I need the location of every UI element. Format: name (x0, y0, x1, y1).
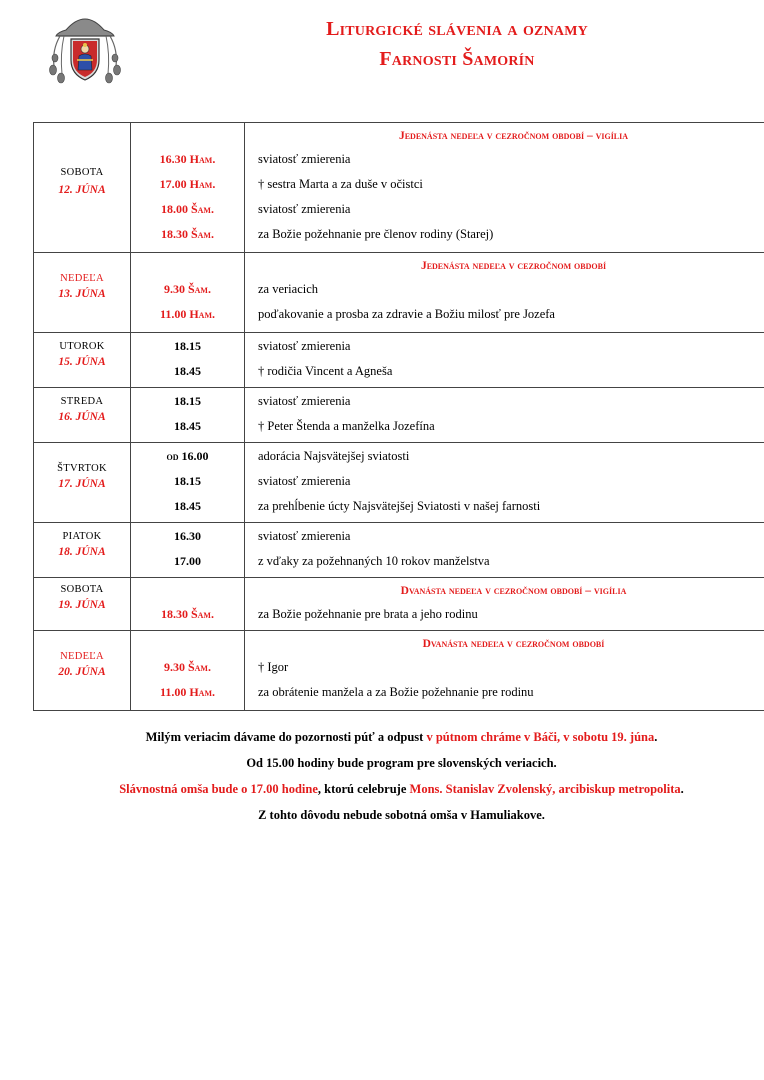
time-entry: 17.00 (174, 554, 201, 568)
times-cell (131, 123, 245, 253)
announcement-text: . (654, 730, 658, 744)
day-date: 17. JÚNA (58, 478, 106, 490)
day-date: 18. JÚNA (58, 546, 106, 558)
day-date: 20. JÚNA (58, 666, 106, 678)
times-cell (131, 333, 245, 388)
intention-cell (245, 523, 764, 578)
time-entry: od 16.00 (166, 449, 209, 463)
time-entry: 18.30 Šam. (160, 607, 214, 621)
intention-cell (245, 631, 764, 711)
announcement-highlight: Slávnostná omša bude o 17.00 hodine (119, 782, 318, 796)
intention-text: † rodičia Vincent a Agneša (258, 364, 393, 378)
day-name: UTOROK (59, 341, 105, 352)
intention-text: z vďaky za požehnaných 10 rokov manželstva (258, 554, 490, 568)
announcement-cancellation: Z tohto dôvodu nebude sobotná omša v Hamuliakove. (258, 808, 545, 822)
intention-text: † Igor (258, 660, 289, 674)
liturgical-day-heading: Dvanásta nedeľa v cezročnom období – vigília (400, 585, 627, 597)
time-entry: 16.30 Ham. (159, 152, 216, 166)
announcement-text: . (680, 782, 684, 796)
intention-cell (245, 333, 764, 388)
time-entry: 11.00 Ham. (160, 307, 215, 321)
time-entry: 18.15 (174, 339, 201, 353)
time-entry: 18.15 (174, 474, 201, 488)
day-name: SOBOTA (60, 584, 104, 595)
announcement-program: Od 15.00 hodiny bude program pre slovenských veriacich. (246, 756, 557, 770)
intention-cell (245, 443, 764, 523)
time-entry: 18.45 (174, 419, 201, 433)
intention-text: poďakovanie a prosba za zdravie a Božiu milosť pre Jozefa (258, 307, 555, 321)
intention-text: za obrátenie manžela a za Božie požehnanie pre rodinu (258, 685, 534, 699)
liturgical-day-heading: Jedenásta nedeľa v cezročnom období – vigília (398, 130, 629, 142)
time-entry: 18.00 Šam. (160, 202, 214, 216)
day-cell (34, 123, 131, 253)
intention-text: sviatosť zmierenia (258, 529, 351, 543)
time-entry: 16.30 (174, 529, 201, 543)
intention-text: † Peter Štenda a manželka Jozefína (258, 419, 435, 433)
day-cell (34, 388, 131, 443)
times-cell (131, 631, 245, 711)
times-cell (131, 443, 245, 523)
table-row (34, 333, 764, 388)
day-cell (34, 443, 131, 523)
table-row (34, 123, 764, 253)
time-entry: 18.45 (174, 499, 201, 513)
intention-text: adorácia Najsvätejšej sviatosti (258, 449, 410, 463)
intention-text: sviatosť zmierenia (258, 394, 351, 408)
times-cell (131, 578, 245, 631)
day-cell (34, 578, 131, 631)
times-cell (131, 388, 245, 443)
times-cell (131, 523, 245, 578)
day-name: STREDA (60, 396, 104, 407)
time-entry: 11.00 Ham. (160, 685, 215, 699)
day-cell (34, 631, 131, 711)
intention-text: sviatosť zmierenia (258, 152, 351, 166)
time-entry: 18.30 Šam. (160, 227, 214, 241)
intention-text: sviatosť zmierenia (258, 202, 351, 216)
intention-text: za Božie požehnanie pre členov rodiny (Starej) (258, 227, 494, 241)
intention-text: za prehĺbenie úcty Najsvätejšej Sviatosti v našej farnosti (258, 499, 541, 513)
table-row (34, 253, 764, 333)
mass-schedule-table (33, 122, 764, 711)
announcement-highlight: Mons. Stanislav Zvolenský, arcibiskup metropolita (409, 782, 681, 796)
parish-crest-logo (44, 10, 126, 86)
day-name: NEDEĽA (60, 273, 104, 284)
announcement-mass (33, 776, 764, 802)
table-row (34, 388, 764, 443)
time-entry: 17.00 Ham. (159, 177, 216, 191)
day-name: ŠTVRTOK (57, 463, 107, 474)
time-entry: 18.45 (174, 364, 201, 378)
announcements (33, 724, 764, 828)
table-row (34, 523, 764, 578)
day-date: 13. JÚNA (58, 288, 106, 300)
intention-cell (245, 578, 764, 631)
day-name: NEDEĽA (60, 651, 104, 662)
intention-cell (245, 253, 764, 333)
day-date: 15. JÚNA (58, 356, 106, 368)
day-name: SOBOTA (60, 167, 104, 178)
day-cell (34, 253, 131, 333)
day-cell (34, 333, 131, 388)
announcement-text: , ktorú celebruje (317, 782, 410, 796)
intention-text: † sestra Marta a za duše v očistci (258, 177, 423, 191)
day-date: 19. JÚNA (58, 599, 106, 611)
page-title-line1: Liturgické slávenia a oznamy (326, 18, 588, 40)
announcement-highlight: v pútnom chráme v Báči, v sobotu 19. júna (426, 730, 655, 744)
intention-cell (245, 388, 764, 443)
announcement-text: Milým veriacim dávame do pozornosti púť a odpust (145, 730, 427, 744)
day-name: PIATOK (62, 531, 102, 542)
announcement-pilgrimage (33, 724, 764, 750)
day-date: 16. JÚNA (58, 411, 106, 423)
table-row (34, 631, 764, 711)
page-title-line2: Farnosti Šamorín (379, 48, 535, 70)
intention-text: sviatosť zmierenia (258, 474, 351, 488)
times-cell (131, 253, 245, 333)
time-entry: 9.30 Šam. (163, 282, 211, 296)
liturgical-day-heading: Jedenásta nedeľa v cezročnom období (420, 260, 607, 272)
intention-text: za veriacich (258, 282, 319, 296)
liturgical-day-heading: Dvanásta nedeľa v cezročnom období (422, 638, 605, 650)
intention-text: za Božie požehnanie pre brata a jeho rodinu (258, 607, 478, 621)
time-entry: 18.15 (174, 394, 201, 408)
time-entry: 9.30 Šam. (163, 660, 211, 674)
table-row (34, 443, 764, 523)
day-cell (34, 523, 131, 578)
day-date: 12. JÚNA (58, 184, 106, 196)
intention-cell (245, 123, 764, 253)
table-row (34, 578, 764, 631)
intention-text: sviatosť zmierenia (258, 339, 351, 353)
